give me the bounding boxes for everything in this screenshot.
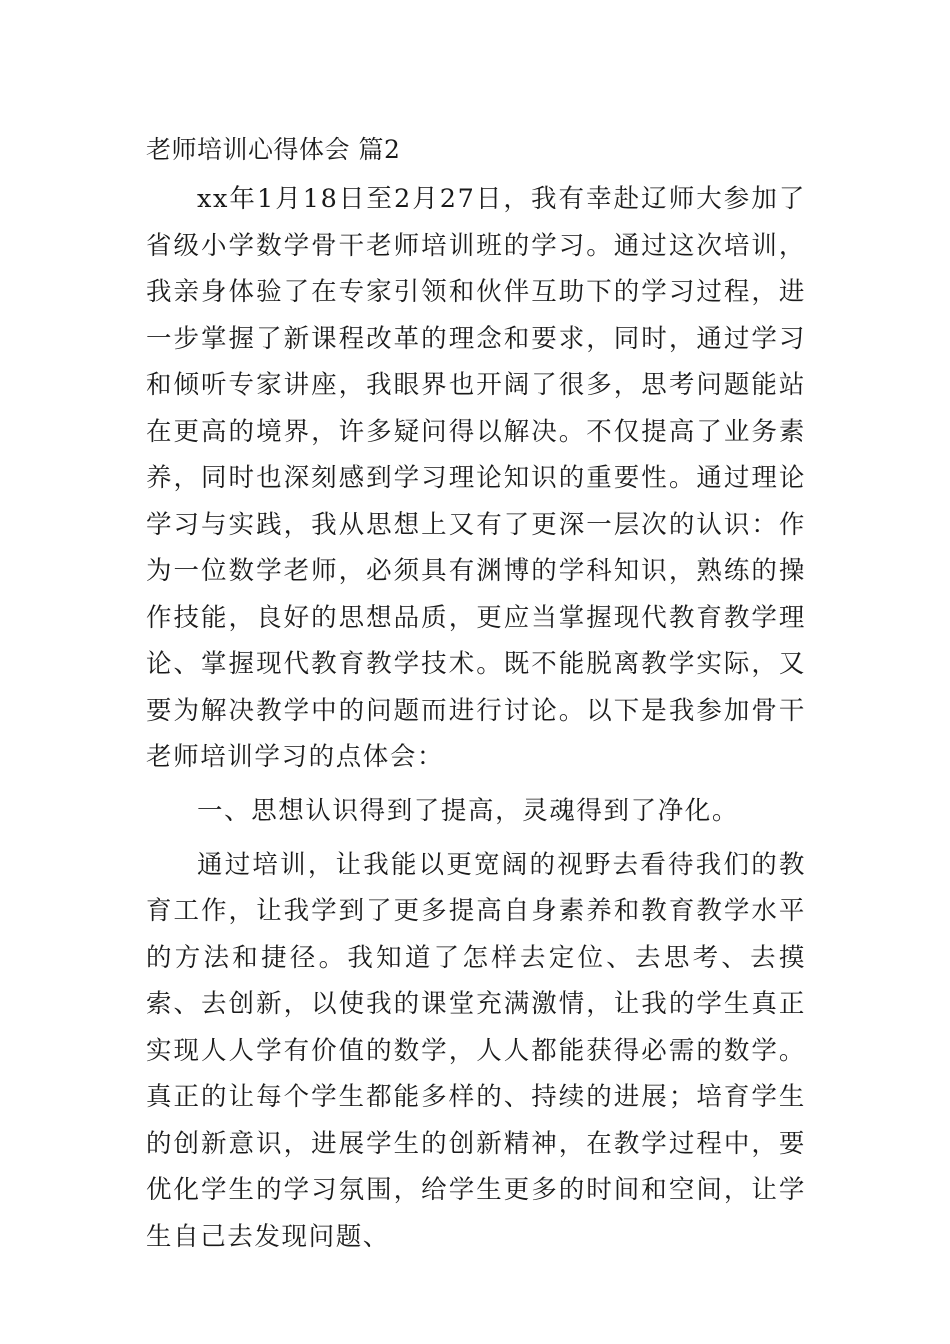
paragraph-training: 通过培训，让我能以更宽阔的视野去看待我们的教育工作，让我学到了更多提高自身素养和教育教学水平的方法和捷径。我知道了怎样去定位、去思考、去摸索、去创新，以使我的课堂充满激情，让我的学生真正实现人人学有价值的数学，人人都能获得必需的数学。真正的让每个学生都能多样的、持续的进展；培育学生的创新意识，进展学生的创新精神，在教学过程中，要优化学生的学习氛围，给学生更多的时间和空间，让学生自己去发现问题、 [146,849,806,1252]
section-heading-one: 一、思想认识得到了提高，灵魂得到了净化。 [197,795,740,826]
document-body [146,176,806,1260]
document-title: 老师培训心得体会 篇2 [146,135,401,164]
paragraph-intro: xx年1月18日至2月27日，我有幸赴辽师大参加了省级小学数学骨干老师培训班的学习。通过这次培训，我亲身体验了在专家引领和伙伴互助下的学习过程，进一步掌握了新课程改革的理念和要求，同时，通过学习和倾听专家讲座，我眼界也开阔了很多，思考问题能站在更高的境界，许多疑问得以解决。不仅提高了业务素养，同时也深刻感到学习理论知识的重要性。通过理论学习与实践，我从思想上又有了更深一层次的认识：作为一位数学老师，必须具有渊博的学科知识，熟练的操作技能，良好的思想品质，更应当掌握现代教育教学理论、掌握现代教育教学技术。既不能脱离教学实际，又要为解决教学中的问题而进行讨论。以下是我参加骨干老师培训学习的点体会： [146,184,806,772]
